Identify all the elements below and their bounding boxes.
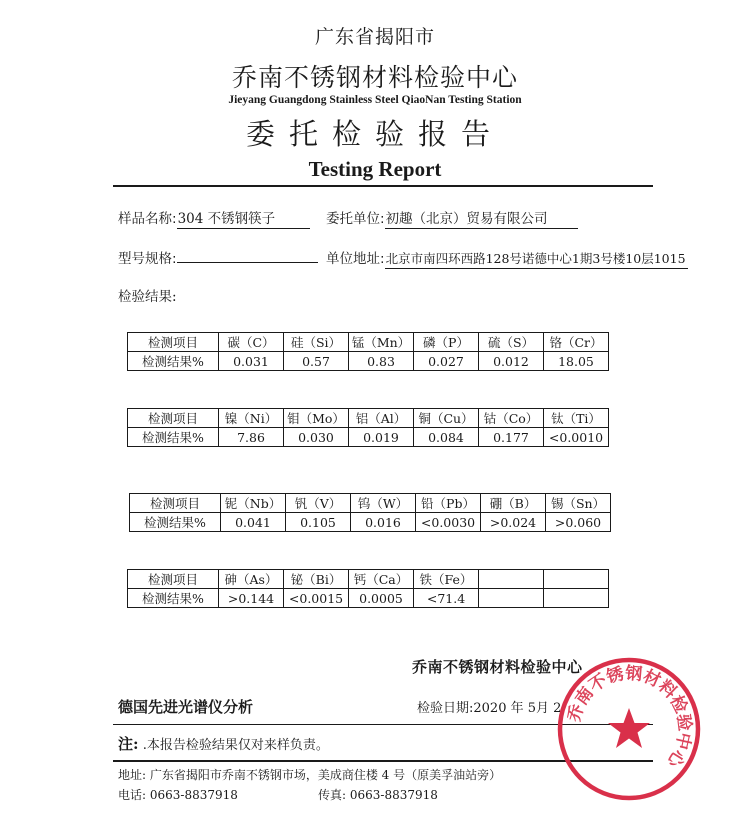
english-name: Jieyang Guangdong Stainless Steel QiaoNan Testing Station bbox=[228, 94, 522, 106]
value-cell: 0.0005 bbox=[349, 589, 414, 608]
value-cell bbox=[479, 589, 544, 608]
table-row bbox=[128, 570, 609, 589]
report-title-cn: 委托检验报告 bbox=[245, 117, 504, 151]
value-cell: <0.0030 bbox=[416, 513, 481, 532]
element-cell: 磷（P） bbox=[414, 333, 479, 352]
value-cell: <0.0015 bbox=[284, 589, 349, 608]
date-label: 检验日期: bbox=[417, 701, 474, 716]
element-cell: 硫（S） bbox=[479, 333, 544, 352]
note bbox=[118, 733, 329, 754]
center-name: 乔南不锈钢材料检验中心 bbox=[231, 63, 518, 92]
item-header: 检测项目 bbox=[128, 570, 219, 589]
model-field bbox=[118, 247, 318, 267]
address-field bbox=[326, 247, 688, 269]
element-cell: 铝（Al） bbox=[349, 409, 414, 428]
footer-phone: 电话: 0663-8837918 bbox=[118, 788, 238, 802]
result-header: 检测结果% bbox=[128, 428, 219, 447]
element-cell: 碳（C） bbox=[219, 333, 284, 352]
footer-address: 地址: 广东省揭阳市乔南不锈钢市场，美成商住楼 4 号（原美孚油站旁） bbox=[118, 768, 502, 782]
element-cell: 铅（Pb） bbox=[416, 494, 481, 513]
footer-fax: 传真: 0663-8837918 bbox=[318, 788, 438, 802]
element-cell: 铜（Cu） bbox=[414, 409, 479, 428]
model-label: 型号规格: bbox=[118, 251, 177, 267]
element-cell bbox=[479, 570, 544, 589]
element-cell: 钙（Ca） bbox=[349, 570, 414, 589]
result-header: 检测结果% bbox=[130, 513, 221, 532]
element-cell: 钼（Mo） bbox=[284, 409, 349, 428]
table-row bbox=[128, 409, 609, 428]
result-header: 检测结果% bbox=[128, 352, 219, 371]
table-row bbox=[128, 589, 609, 608]
value-cell: 0.57 bbox=[284, 352, 349, 371]
value-cell: >0.060 bbox=[546, 513, 611, 532]
date-value: 2020 年 5月 2 bbox=[473, 701, 562, 716]
value-cell: 0.041 bbox=[221, 513, 286, 532]
address-value: 北京市南四环西路128号诺德中心1期3号楼10层1015 bbox=[385, 249, 688, 269]
analysis-method: 德国先进光谱仪分析 bbox=[118, 698, 254, 716]
table-row bbox=[130, 513, 611, 532]
table-row bbox=[128, 428, 609, 447]
element-cell: 钴（Co） bbox=[479, 409, 544, 428]
item-header: 检测项目 bbox=[128, 333, 219, 352]
client-field bbox=[326, 207, 578, 229]
element-cell: 硼（B） bbox=[481, 494, 546, 513]
model-value bbox=[177, 261, 318, 263]
report-title-en: Testing Report bbox=[308, 157, 442, 181]
element-cell: 钛（Ti） bbox=[544, 409, 609, 428]
item-header: 检测项目 bbox=[128, 409, 219, 428]
results-label: 检验结果: bbox=[118, 289, 177, 305]
element-cell: 铋（Bi） bbox=[284, 570, 349, 589]
value-cell: 0.030 bbox=[284, 428, 349, 447]
element-cell: 铁（Fe） bbox=[414, 570, 479, 589]
item-header: 检测项目 bbox=[130, 494, 221, 513]
value-cell: >0.144 bbox=[219, 589, 284, 608]
value-cell: 0.105 bbox=[286, 513, 351, 532]
element-cell: 硅（Si） bbox=[284, 333, 349, 352]
table-row bbox=[130, 494, 611, 513]
element-cell: 锰（Mn） bbox=[349, 333, 414, 352]
element-cell: 钒（V） bbox=[286, 494, 351, 513]
element-cell: 铌（Nb） bbox=[221, 494, 286, 513]
signature-org: 乔南不锈钢材料检验中心 bbox=[412, 658, 583, 676]
element-cell: 钨（W） bbox=[351, 494, 416, 513]
table-row bbox=[128, 333, 609, 352]
client-value: 初趣（北京）贸易有限公司 bbox=[385, 207, 578, 229]
header-divider bbox=[113, 185, 653, 187]
results-table-3 bbox=[129, 493, 611, 532]
seal-text: 乔南不锈钢材料检验中心 bbox=[564, 663, 695, 771]
sample-name-value: 304 不锈钢筷子 bbox=[177, 207, 310, 229]
province-title: 广东省揭阳市 bbox=[314, 26, 435, 48]
address-label: 单位地址: bbox=[326, 251, 385, 267]
value-cell: 0.031 bbox=[219, 352, 284, 371]
value-cell: 18.05 bbox=[544, 352, 609, 371]
element-cell bbox=[544, 570, 609, 589]
result-header: 检测结果% bbox=[128, 589, 219, 608]
value-cell: 0.012 bbox=[479, 352, 544, 371]
element-cell: 铬（Cr） bbox=[544, 333, 609, 352]
value-cell: >0.024 bbox=[481, 513, 546, 532]
results-table-1 bbox=[127, 332, 609, 371]
sample-name-field bbox=[118, 207, 310, 229]
note-text: .本报告检验结果仅对来样负责。 bbox=[142, 738, 329, 753]
results-table-4 bbox=[127, 569, 609, 608]
element-cell: 镍（Ni） bbox=[219, 409, 284, 428]
value-cell: 0.016 bbox=[351, 513, 416, 532]
table-row bbox=[128, 352, 609, 371]
note-label: 注: bbox=[118, 735, 139, 753]
client-label: 委托单位: bbox=[326, 211, 385, 227]
value-cell: 0.83 bbox=[349, 352, 414, 371]
star-icon bbox=[608, 708, 650, 748]
element-cell: 锡（Sn） bbox=[546, 494, 611, 513]
value-cell: 0.084 bbox=[414, 428, 479, 447]
value-cell: <71.4 bbox=[414, 589, 479, 608]
value-cell bbox=[544, 589, 609, 608]
value-cell: 7.86 bbox=[219, 428, 284, 447]
value-cell: 0.019 bbox=[349, 428, 414, 447]
element-cell: 砷（As） bbox=[219, 570, 284, 589]
value-cell: 0.177 bbox=[479, 428, 544, 447]
results-table-2 bbox=[127, 408, 609, 447]
value-cell: 0.027 bbox=[414, 352, 479, 371]
official-seal bbox=[556, 656, 702, 802]
inspection-date bbox=[417, 697, 561, 716]
value-cell: <0.0010 bbox=[544, 428, 609, 447]
sample-name-label: 样品名称: bbox=[118, 211, 177, 227]
